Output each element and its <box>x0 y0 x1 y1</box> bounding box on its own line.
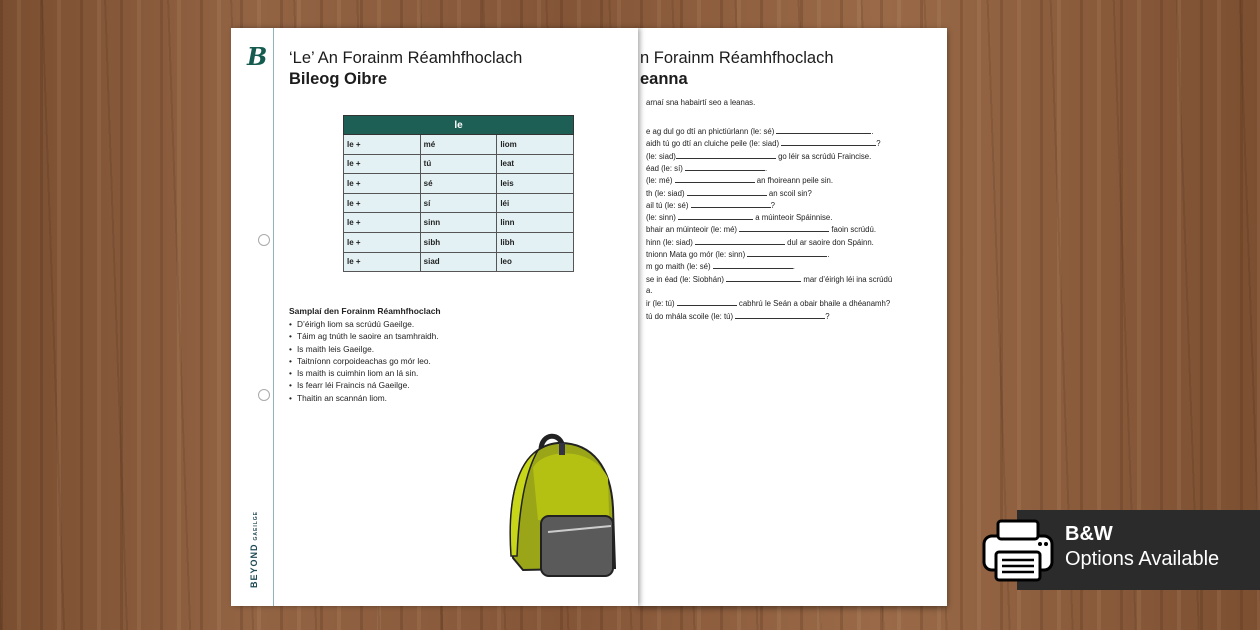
table-header: le <box>344 116 574 135</box>
badge-subtitle: Options Available <box>1065 548 1220 570</box>
table-row <box>344 135 574 155</box>
punch-hole <box>258 234 270 246</box>
table-cell: sé <box>420 174 497 194</box>
line-text: ir (le: tú) <box>646 299 677 309</box>
samples-section <box>289 306 441 405</box>
table-row <box>344 232 574 252</box>
line-text: (le: siad) <box>646 151 676 161</box>
line-text: a múinteoir Spáinnise. <box>753 213 833 223</box>
sample-sentence: • Taitníonn corpoideachas go mór leo. <box>289 356 441 368</box>
line-text: tú do mhála scoile (le: tú) <box>646 311 736 321</box>
line-text: an fhoireann peile sin. <box>754 176 834 186</box>
backpack-illustration <box>503 428 623 578</box>
answer-blank[interactable] <box>676 151 776 159</box>
line-text: hinn (le: siad) <box>646 237 695 247</box>
table-cell: sibh <box>420 232 497 252</box>
answer-blank[interactable] <box>695 237 785 245</box>
line-text: aidh tú go dtí an cluiche peile (le: siad) <box>646 139 782 149</box>
answer-page-preview <box>638 28 947 606</box>
answer-blank[interactable] <box>781 138 876 146</box>
exercise-line <box>646 224 876 234</box>
exercise-line <box>646 200 775 210</box>
line-text: . <box>792 262 795 272</box>
line-text: faoin scrúdú. <box>829 225 876 235</box>
answer-blank[interactable] <box>677 298 737 306</box>
table-cell: le + <box>344 135 421 155</box>
table-cell: siad <box>420 252 497 272</box>
pronoun-table <box>343 115 574 272</box>
margin-line <box>273 28 274 606</box>
table-row <box>344 213 574 233</box>
sample-sentence: • Thaitin an scannán liom. <box>289 393 441 405</box>
answer-blank[interactable] <box>747 249 830 259</box>
answer-blank[interactable] <box>687 188 767 196</box>
instruction: arnaí sna habairtí seo a leanas. <box>646 98 756 107</box>
answer-blank[interactable] <box>678 212 753 220</box>
exercise-line <box>646 126 874 136</box>
table-cell: le + <box>344 174 421 194</box>
line-text: (le: sinn) <box>646 213 679 223</box>
line-text: ? <box>825 311 830 321</box>
line-text: (le: mé) <box>646 176 675 186</box>
table-cell: le + <box>344 154 421 174</box>
sample-sentence: • Is maith leis Gaeilge. <box>289 344 441 356</box>
samples-heading: Samplaí den Forainm Réamhfhoclach <box>289 306 441 316</box>
table-cell: linn <box>497 213 574 233</box>
exercise-line <box>646 188 812 198</box>
line-text: m go maith (le: sé) <box>646 262 713 272</box>
table-cell: liom <box>497 135 574 155</box>
table-cell: le + <box>344 252 421 272</box>
exercise-line <box>646 175 833 185</box>
table-cell: léi <box>497 193 574 213</box>
exercise-line <box>646 237 874 247</box>
sample-sentence: • Is maith is cuimhin liom an lá sin. <box>289 368 441 380</box>
line-text: ? <box>876 139 881 149</box>
table-cell: leat <box>497 154 574 174</box>
page-subtitle: Bileog Oibre <box>289 70 388 88</box>
exercise-line <box>646 138 881 148</box>
line-text: ail tú (le: sé) <box>646 200 691 210</box>
table-cell: leo <box>497 252 574 272</box>
line-text: a. <box>646 285 653 295</box>
answer-blank[interactable] <box>739 224 829 232</box>
table-row <box>344 174 574 194</box>
table-row <box>344 193 574 213</box>
table-cell: sí <box>420 193 497 213</box>
table-cell: libh <box>497 232 574 252</box>
exercise-line <box>646 212 832 222</box>
answer-blank[interactable] <box>691 200 771 208</box>
line-text: se in éad (le: Siobhán) <box>646 274 727 284</box>
answer-blank[interactable] <box>685 163 768 173</box>
line-text: an scoil sin? <box>766 188 812 198</box>
badge-title: B&W <box>1065 523 1113 545</box>
answer-blank[interactable] <box>675 175 755 183</box>
line-text: th (le: siad) <box>646 188 687 198</box>
line-text: bhair an múinteoir (le: mé) <box>646 225 740 235</box>
table-cell: mé <box>420 135 497 155</box>
line-text: . <box>765 163 768 173</box>
beyond-logo: B <box>247 42 268 71</box>
exercise-line <box>646 274 892 284</box>
exercise-line <box>646 163 767 173</box>
line-text: dul ar saoire don Spáinn. <box>784 237 874 247</box>
table-cell: le + <box>344 193 421 213</box>
line-text: go léir sa scrúdú Fraincise. <box>775 151 872 161</box>
table-cell: sinn <box>420 213 497 233</box>
table-cell: tú <box>420 154 497 174</box>
exercise-line <box>646 298 890 308</box>
answer-blank[interactable] <box>735 311 825 319</box>
answer-blank[interactable] <box>726 274 801 282</box>
exercise-line <box>646 311 830 321</box>
line-text: ? <box>770 200 775 210</box>
exercise-line <box>646 286 653 295</box>
sample-sentence: • Is fearr léi Fraincis ná Gaeilge. <box>289 380 441 392</box>
brand-name: BEYOND <box>249 543 259 588</box>
table-row <box>344 154 574 174</box>
table-cell: leis <box>497 174 574 194</box>
exercise-line <box>646 249 830 259</box>
table-cell: le + <box>344 213 421 233</box>
exercise-line <box>646 261 795 271</box>
printer-icon <box>982 518 1054 584</box>
brand-label <box>249 511 259 588</box>
line-text: éad (le: sí) <box>646 163 685 173</box>
table-row <box>344 252 574 272</box>
brand-sub: GAEILGE <box>253 510 259 541</box>
page-subtitle: eanna <box>640 70 688 88</box>
line-text: e ag dul go dtí an phictiúrlann (le: sé) <box>646 127 777 136</box>
exercise-line <box>646 151 871 161</box>
worksheet-page-preview <box>231 28 638 606</box>
line-text: . <box>871 127 874 136</box>
answer-blank[interactable] <box>713 261 795 272</box>
page-title: ‘Le’ An Forainm Réamhfhoclach <box>289 49 523 67</box>
line-text: mar d’éirigh léi ina scrúdú <box>801 274 893 284</box>
page-title: n Forainm Réamhfhoclach <box>640 49 834 67</box>
line-text: cabhrú le Seán a obair bhaile a dhéanamh? <box>736 299 891 309</box>
sample-sentence: • Táim ag tnúth le saoire an tsamhraidh. <box>289 331 441 343</box>
line-text: . <box>827 250 830 259</box>
table-cell: le + <box>344 232 421 252</box>
line-text: tnionn Mata go mór (le: sinn) <box>646 250 748 259</box>
punch-hole <box>258 389 270 401</box>
sample-sentence: • D’éirigh liom sa scrúdú Gaeilge. <box>289 319 441 331</box>
answer-blank[interactable] <box>776 126 874 136</box>
